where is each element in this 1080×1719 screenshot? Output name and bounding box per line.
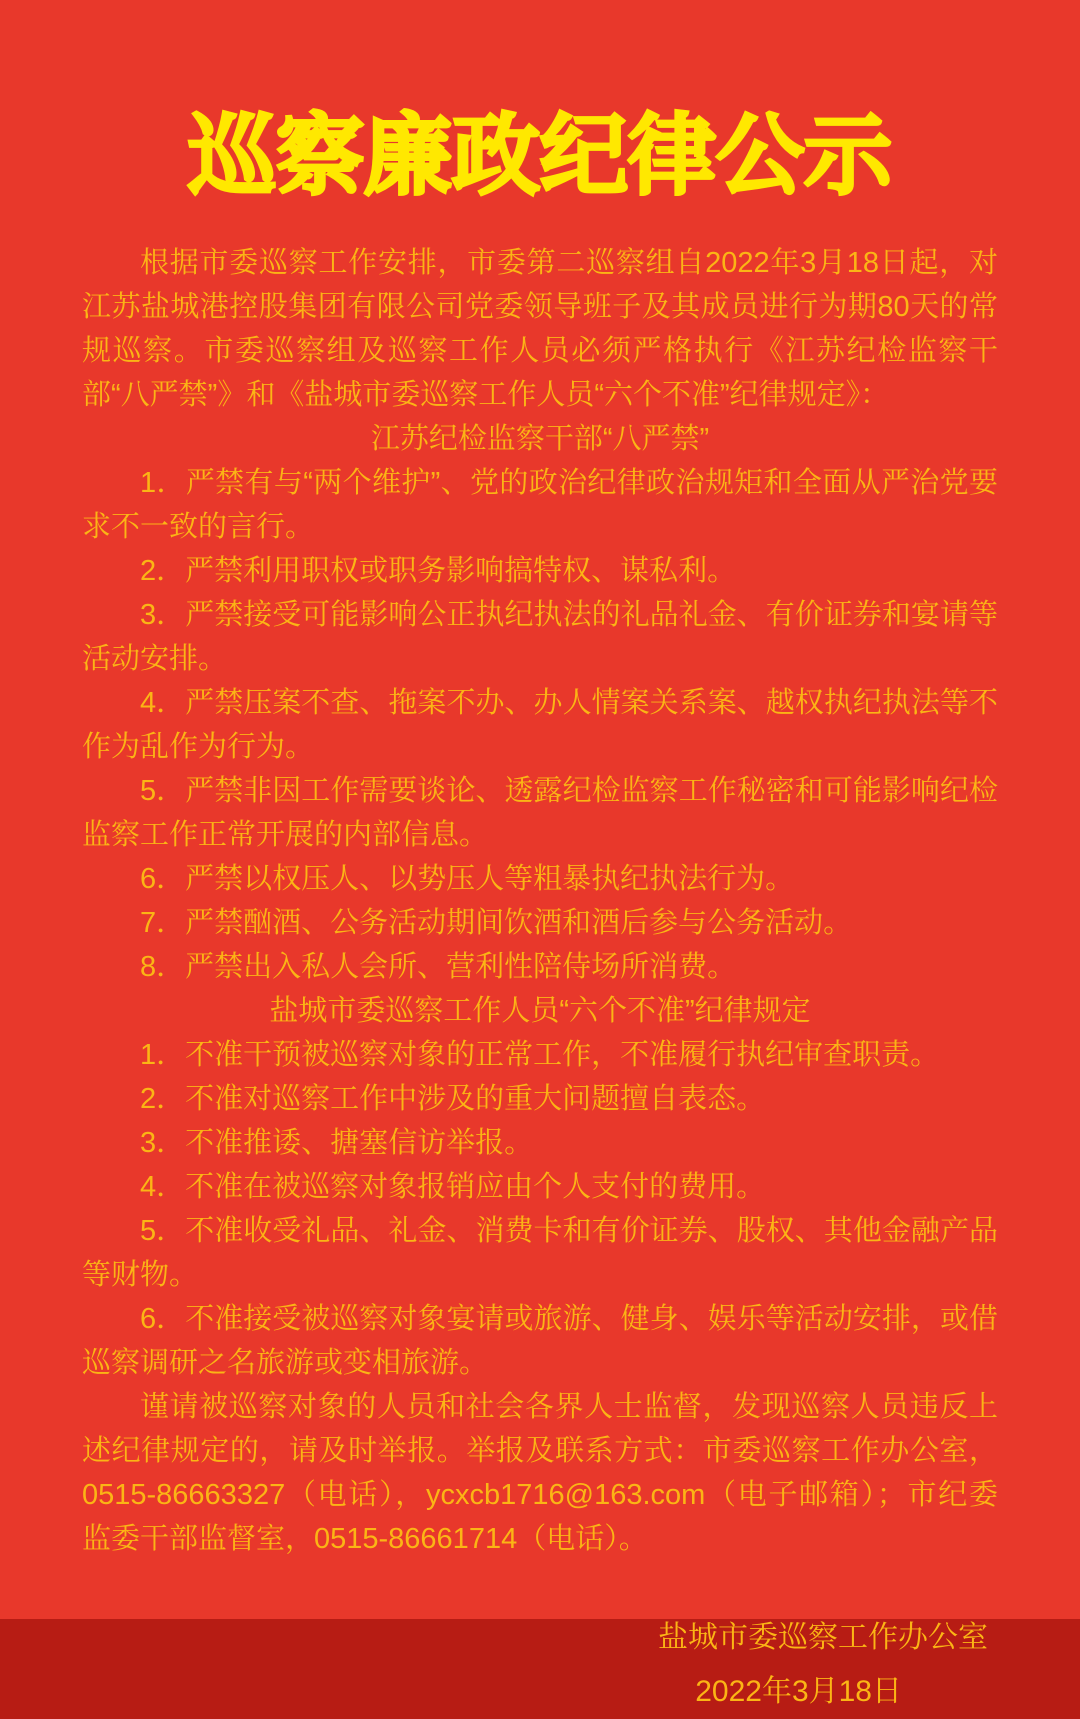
section1-heading: 江苏纪检监察干部“八严禁” xyxy=(370,422,710,455)
signature-date: 2022年3月18日 xyxy=(695,1674,902,1708)
section2-rule-2: 2．不准对巡察工作中涉及的重大问题擅自表态。 xyxy=(140,1082,766,1115)
section2-heading: 盐城市委巡察工作人员“六个不准”纪律规定 xyxy=(269,994,811,1027)
section2-rule-4: 4．不准在被巡察对象报销应由个人支付的费用。 xyxy=(140,1170,766,1203)
intro-paragraph: 根据市委巡察工作安排，市委第二巡察组自2022年3月18日起，对江苏盐城港控股集团有限公司党委领导班子及其成员进行为期80天的常规巡察。市委巡察组及巡察工作人员必须严格执行《江苏纪检监察干部“八严禁”》和《盐城市委巡察工作人员“六个不准”纪律规定》： xyxy=(82,246,998,411)
section1-rule-7: 7．严禁酗酒、公务活动期间饮酒和酒后参与公务活动。 xyxy=(140,906,853,939)
section1-rule-2: 2．严禁利用职权或职务影响搞特权、谋私利。 xyxy=(140,554,737,587)
signature-org: 盐城市委巡察工作办公室 xyxy=(658,1620,988,1654)
section1-rule-5: 5．严禁非因工作需要谈论、透露纪检监察工作秘密和可能影响纪检监察工作正常开展的内部信息。 xyxy=(82,774,998,851)
poster-title: 巡察廉政纪律公示 xyxy=(187,106,892,205)
section2-rule-3: 3．不准推诿、搪塞信访举报。 xyxy=(140,1126,534,1159)
outro-paragraph: 谨请被巡察对象的人员和社会各界人士监督，发现巡察人员违反上述纪律规定的，请及时举报。举报及联系方式：市委巡察工作办公室，0515-86663327（电话），ycxcb1716@163.com（电子邮箱）；市纪委监委干部监督室，0515-86661714（电话）。 xyxy=(82,1390,998,1555)
section2-rule-5: 5．不准收受礼品、礼金、消费卡和有价证券、股权、其他金融产品等财物。 xyxy=(82,1214,998,1291)
section2-rule-6: 6．不准接受被巡察对象宴请或旅游、健身、娱乐等活动安排，或借巡察调研之名旅游或变相旅游。 xyxy=(82,1302,998,1379)
section1-rule-3: 3．严禁接受可能影响公正执纪执法的礼品礼金、有价证券和宴请等活动安排。 xyxy=(82,598,998,675)
section1-rule-6: 6．严禁以权压人、以势压人等粗暴执纪执法行为。 xyxy=(140,862,795,895)
section1-rule-8: 8．严禁出入私人会所、营利性陪侍场所消费。 xyxy=(140,950,737,983)
section1-rule-4: 4．严禁压案不查、拖案不办、办人情案关系案、越权执纪执法等不作为乱作为行为。 xyxy=(82,686,998,763)
section1-rule-1: 1．严禁有与“两个维护”、党的政治纪律政治规矩和全面从严治党要求不一致的言行。 xyxy=(82,466,998,543)
section2-rule-1: 1．不准干预被巡察对象的正常工作，不准履行执纪审查职责。 xyxy=(140,1038,940,1071)
signature-block xyxy=(82,1611,998,1719)
poster-body xyxy=(82,241,998,1561)
